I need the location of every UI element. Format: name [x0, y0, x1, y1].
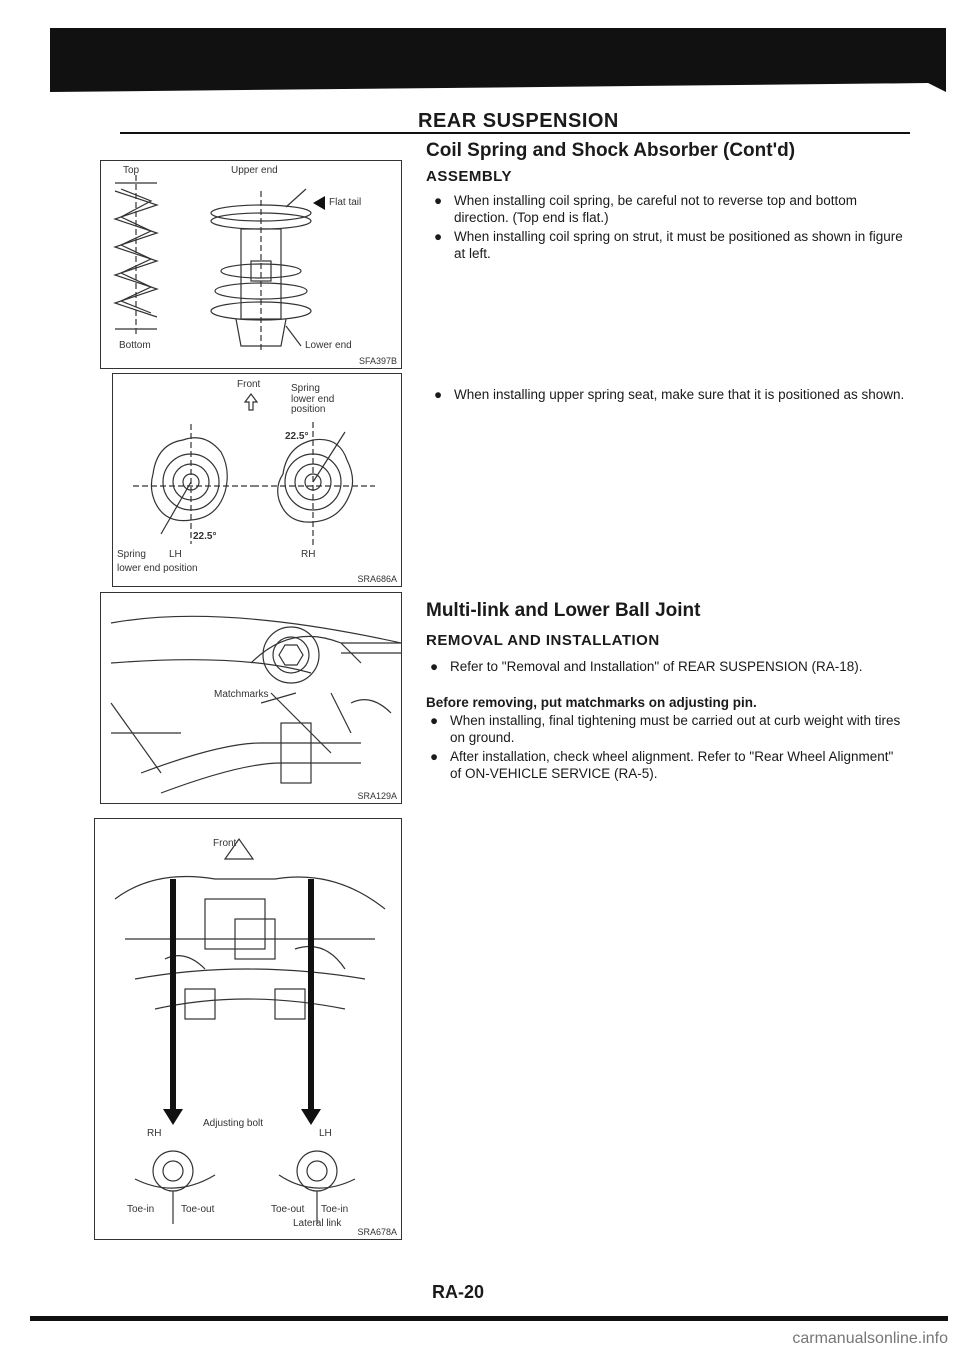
footer-bar — [30, 1316, 948, 1321]
label-front: Front — [237, 379, 261, 390]
bullet-dot: ● — [430, 749, 439, 764]
label-toe-out-left: Toe-out — [181, 1204, 215, 1215]
coil-bullet-2 — [434, 228, 909, 262]
multilink-bullet-3 — [430, 748, 905, 782]
multilink-bullet-2 — [430, 712, 905, 746]
label-spring-lh: Spring — [117, 549, 146, 560]
bullet-dot: ● — [434, 193, 443, 208]
label-matchmarks: Matchmarks — [214, 689, 269, 700]
label-flat-tail: Flat tail — [329, 197, 362, 208]
figure-code: SRA678A — [357, 1227, 397, 1237]
coil-section-subtitle: ASSEMBLY — [426, 168, 512, 185]
label-lh: LH — [319, 1128, 332, 1139]
header-black-bar — [50, 28, 946, 92]
coil-bullet-3-text: When installing upper spring seat, make sure that it is positioned as shown. — [454, 387, 905, 402]
adjusting-bolt-illustration — [95, 819, 401, 1239]
spring-seat-illustration — [113, 374, 401, 586]
label-lh: LH — [169, 549, 182, 560]
figure-adjusting-bolt — [94, 818, 402, 1240]
watermark: carmanualsonline.info — [792, 1330, 948, 1347]
label-toe-out-right: Toe-out — [271, 1204, 305, 1215]
figure-spring-seat — [112, 373, 402, 587]
label-lateral-link: Lateral link — [293, 1218, 342, 1229]
label-rh: RH — [301, 549, 316, 560]
coil-bullet-3 — [434, 386, 909, 403]
figure-matchmarks — [100, 592, 402, 804]
label-bottom: Bottom — [119, 340, 151, 351]
bullet-dot: ● — [430, 659, 439, 674]
label-lower-end: Lower end — [305, 340, 352, 351]
label-lower-end-position: lower end position — [117, 563, 198, 574]
figure-code: SRA129A — [357, 791, 397, 801]
label-upper-end: Upper end — [231, 165, 278, 176]
figure-coil-spring — [100, 160, 402, 369]
label-angle-rh: 22.5° — [285, 431, 309, 442]
header-rule — [120, 132, 910, 134]
label-adjusting-bolt: Adjusting bolt — [203, 1118, 264, 1129]
section-title: REAR SUSPENSION — [418, 110, 619, 132]
coil-section-title: Coil Spring and Shock Absorber (Cont'd) — [426, 140, 796, 161]
bullet-dot: ● — [434, 229, 443, 244]
coil-spring-illustration — [101, 161, 401, 368]
multilink-bullet-2-text: When installing, final tightening must be carried out at curb weight with tires on ground. — [450, 713, 901, 745]
label-spring-lower-end: Spring lower end position — [291, 383, 335, 415]
multilink-bold-line: Before removing, put matchmarks on adjusting pin. — [426, 695, 757, 710]
coil-bullet-2-text: When installing coil spring on strut, it must be positioned as shown in figure at left. — [454, 229, 903, 261]
page-number: RA-20 — [432, 1282, 485, 1302]
coil-bullet-1-text: When installing coil spring, be careful not to reverse top and bottom direction. (Top end is flat.) — [454, 193, 857, 225]
coil-bullet-1 — [434, 192, 909, 226]
multilink-section-title: Multi-link and Lower Ball Joint — [426, 600, 701, 621]
label-angle-lh: 22.5° — [193, 531, 217, 542]
multilink-bullet-1-text: Refer to "Removal and Installation" of REAR SUSPENSION (RA-18). — [450, 659, 863, 674]
bullet-dot: ● — [434, 387, 443, 402]
label-front: Front — [213, 838, 237, 849]
label-toe-in-right: Toe-in — [321, 1204, 349, 1215]
label-toe-in-left: Toe-in — [127, 1204, 155, 1215]
multilink-section-subtitle: REMOVAL AND INSTALLATION — [426, 632, 660, 649]
bullet-dot: ● — [430, 713, 439, 728]
label-top: Top — [123, 165, 140, 176]
multilink-bullet-1 — [430, 658, 905, 675]
label-rh: RH — [147, 1128, 162, 1139]
multilink-bullet-3-text: After installation, check wheel alignment. Refer to "Rear Wheel Alignment" of ON-VEHICLE SERVICE (RA-5). — [450, 749, 894, 781]
figure-code: SFA397B — [358, 356, 397, 366]
figure-code: SRA686A — [357, 574, 397, 584]
